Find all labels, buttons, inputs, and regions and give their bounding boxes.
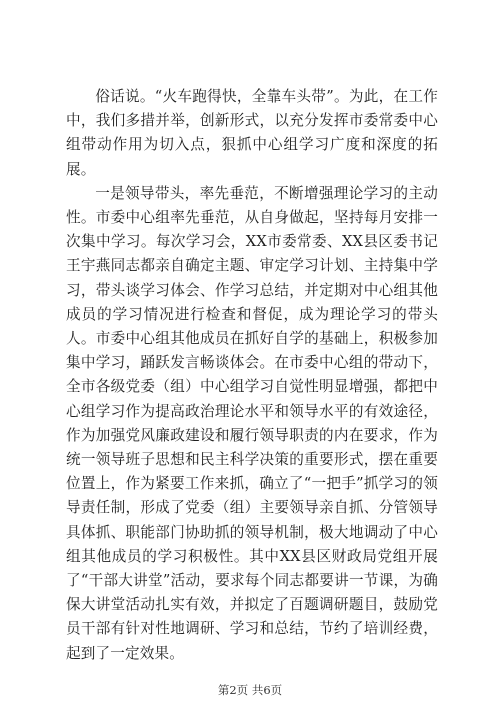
paragraph-intro: 俗话说。“火车跑得快，全靠车头带”。为此，在工作中，我们多措并举，创新形式，以充分发挥市委常委中心组带动作用为切入点，狠抓中心组学习广度和深度的拓展。 (66, 88, 438, 178)
paragraph-leadership: 一是领导带头，率先垂范，不断增强理论学习的主动性。市委中心组率先垂范，从自身做起，坚持每月安排一次集中学习。每次学习会，XX市委常委、XX县区委书记王宇燕同志都亲自确定主题、审定学习计划、主持集中学习，带头谈学习体会、作学习总结，并定期对中心组其他成员的学习情况进行检查和督促，成为理论学习的带头人。市委中心组其他成员在抓好自学的基础上，积极参加集中学习，踊跃发言畅谈体会。在市委中心组的带动下，全市各级党委（组）中心组学习自觉性明显增强，都把中心组学习作为提高政治理论水平和领导水平的有效途径，作为加强党风廉政建设和履行领导职责的内在要求，作为统一领导班子思想和民主科学决策的重要形式，摆在重要位置上，作为紧要工作来抓，确立了“一把手”抓学习的领导责任制，形成了党委（组）主要领导亲自抓、分管领导具体抓、职能部门协助抓的领导机制，极大地调动了中心组其他成员的学习积极性。其中XX县区财政局党组开展了“干部大讲堂”活动，要求每个同志都要讲一节课，为确保大讲堂活动扎实有效，并拟定了百题调研题目，鼓励党员干部有针对性地调研、学习和总结，节约了培训经费，起到了一定效果。 (66, 184, 438, 662)
page-footer: 第2页 共6页 (217, 683, 283, 697)
body-text (66, 85, 438, 666)
